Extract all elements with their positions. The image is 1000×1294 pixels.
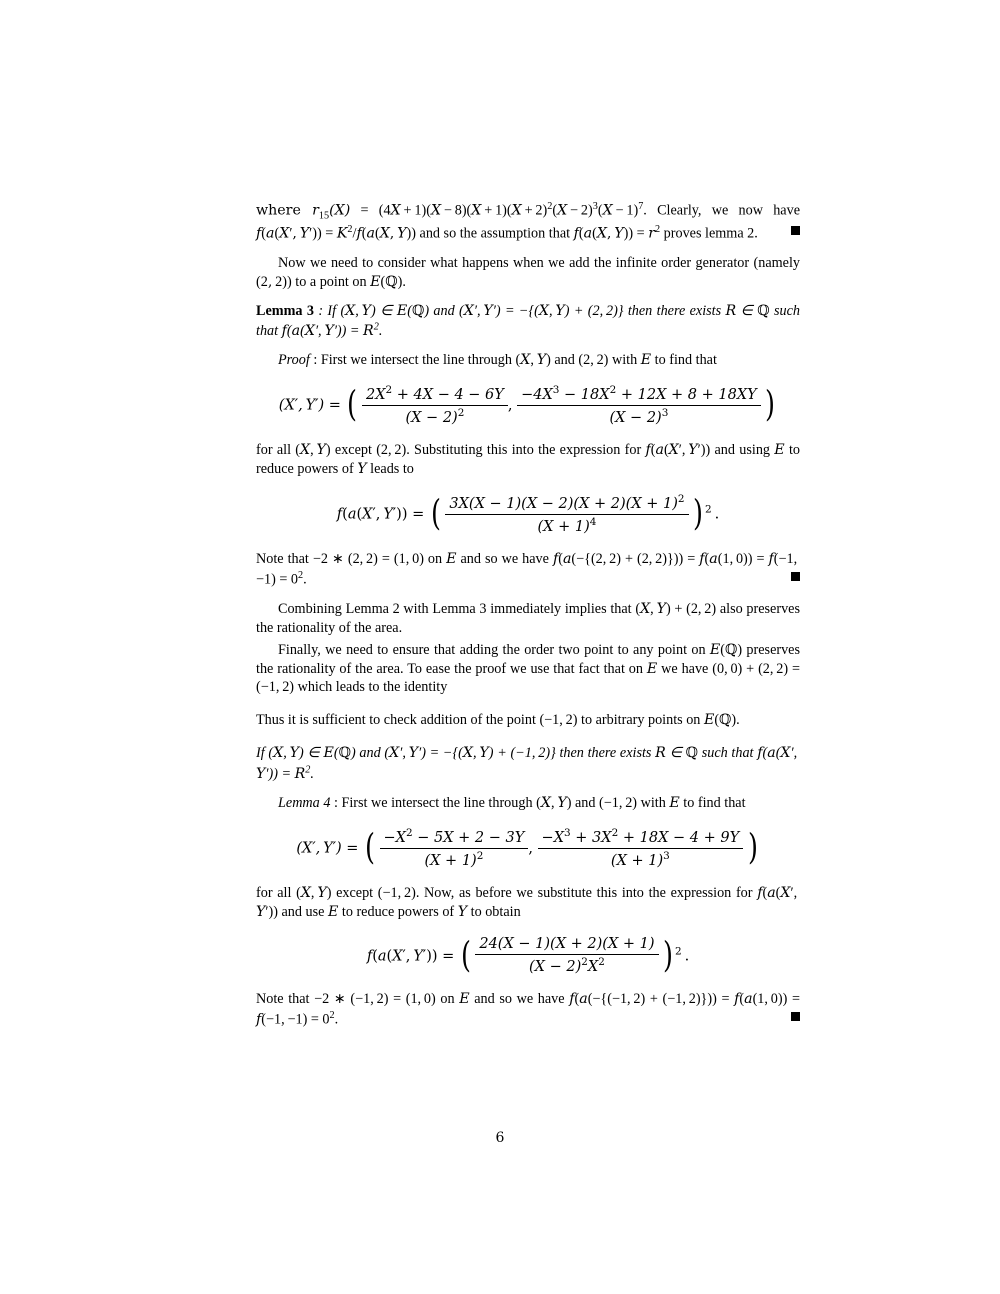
paragraph-substituting: for all (X, Y) except (2, 2). Substituting this into the expression for f(a(X′, Y′)) and using E to reduce powers of Y leads to (256, 442, 800, 478)
lemma-4: If (X, Y) ∈ E(ℚ) and (X′, Y′) = −{(X, Y) + (−1, 2)} then there exists R ∈ ℚ such that f(a(X′, $Y')) = R^2$. (256, 745, 801, 782)
document-body (256, 200, 800, 1030)
lemma-3-heading: Lemma 3 (256, 302, 314, 319)
proof-4-heading: Lemma 4 (278, 794, 331, 811)
paragraph-where-r15: where $r_{15}(X) = (4X + 1)(X - 8)(X + 1)(X + 2)^2(X - 2)^3(X - 1)^7$. Clearly, we now have f(a(X′, $Y')) = K^2/f(a(X$, Y)) and so the assumption that f(a(X, $Y)) = r^2$ proves lemma 2. (256, 201, 800, 242)
proof-4-intro: Lemma 4 : First we intersect the line through (X, Y) and (−1, 2) with E to find that (278, 794, 746, 811)
paragraph-as-before-substitute: for all (X, Y) except (−1, 2). Now, as before we substitute this into the expression for f(a(X′, Y′)) and use E to reduce powers of Y to obtain (256, 885, 800, 920)
equation-x-prime-y-prime-1: (X′, Y′) = ( $\frac{2X^2 + 4X - 4 - 6Y}{(X - 2)^2}$ , $\frac{-4X^3 - 18X^2 + 12X + 8 + 18XY}{(X - 2)^3}$ ) (278, 383, 776, 426)
proof-3-intro: Proof : First we intersect the line through (X, Y) and (2, 2) with E to find that (278, 351, 717, 368)
lemma-3: Lemma 3 : If (X, Y) ∈ E(ℚ) and (X′, Y′) = −{(X, Y) + (2, 2)} then there exists R ∈ ℚ such that f(a(X′, $Y')) = R^2$. (256, 302, 801, 340)
paragraph-finally-order-two: Finally, we need to ensure that adding the order two point to any point on E(ℚ) preserves the rationality of the area. To ease the proof we use that fact that on E we have (0, 0) + (2, 2) = (−1, 2) which leads to the identity (256, 641, 801, 696)
equation-x-prime-y-prime-2: (X′, Y′) = ( $\frac{-X^2 - 5X + 2 - 3Y}{(X + 1)^2}$ , $\frac{-X^3 + 3X^2 + 18X - 4 + 9Y}{(X + 1)^3}$ ) (296, 826, 758, 869)
paragraph-infinite-order-generator: Now we need to consider what happens when we add the infinite order generator (namely (2, 2)) to a point on E(ℚ). (256, 254, 800, 290)
equation-f-a-xprime-yprime-1: f(a(X′, Y′)) = ( $\frac{3X(X - 1)(X - 2)(X + 2)(X + 1)^2}{(X + 1)^4}$ ) $^2$ . (336, 493, 720, 536)
paragraph-sufficient-to-check: Thus it is sufficient to check addition of the point (−1, 2) to arbitrary points on E(ℚ). (256, 712, 740, 729)
paragraph-note-that-2: Note that −2 ∗ (−1, 2) = (1, 0) on E and so we have f(a(−{(−1, 2) + (−1, 2)})) = f(a(1, 0)) = f(−1, $-1) = 0^2$. (256, 991, 800, 1028)
paragraph-note-that-1: Note that −2 ∗ (2, 2) = (1, 0) on E and so we have f(a(−{(2, 2) + (2, 2)})) = f(a(1, 0)) = f(−1, $-1) = 0^2$. (256, 551, 800, 589)
proof-3-heading: Proof (278, 351, 310, 368)
qed-box (791, 1012, 800, 1021)
paragraph-combining-lemma-2: Combining Lemma 2 with Lemma 3 immediately implies that (X, Y) + (2, 2) also preserves the rationality of the area. (256, 600, 800, 636)
page-number: 6 (495, 1130, 505, 1146)
qed-box (791, 226, 800, 235)
equation-f-a-xprime-yprime-2: f(a(X′, Y′)) = ( $\frac{24(X - 1)(X + 2)(X + 1)}{(X - 2)^2X^2}$ ) $^2$ . (366, 934, 690, 976)
qed-box (791, 572, 800, 581)
